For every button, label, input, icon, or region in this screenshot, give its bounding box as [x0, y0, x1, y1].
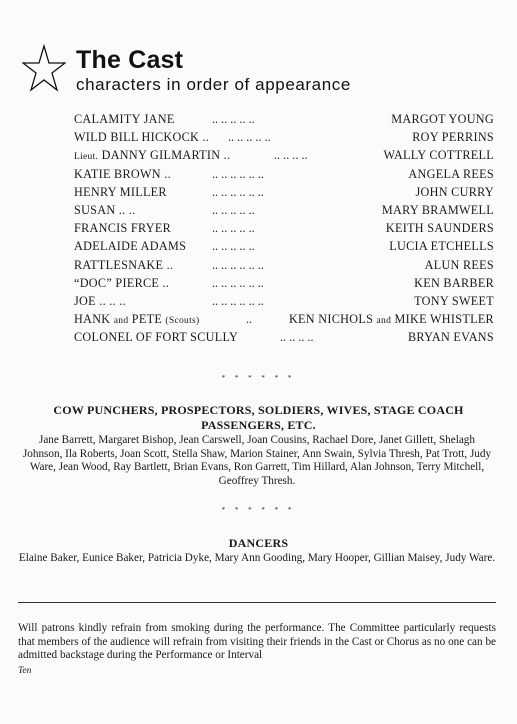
separator-stars: * * * * * * [221, 506, 296, 514]
page-number: Ten [18, 666, 32, 676]
actor-name: ANGELA REES [408, 166, 494, 181]
role-name: HENRY MILLER [74, 184, 167, 199]
page-subtitle: characters in order of appearance [76, 75, 351, 94]
role-note: (Scouts) [165, 316, 200, 327]
cast-row [74, 130, 494, 148]
leader-dots: .. .. .. .. .. [212, 239, 255, 254]
actor-name: LUCIA ETCHELLS [389, 239, 494, 254]
ensemble-names: Jane Barrett, Margaret Bishop, Jean Carswell, Joan Cousins, Rachael Dore, Janet Gillett, Shelagh Johnson, Ila Roberts, Joan Scott, Stella Shaw, Marion Stainer, Ann Swain, Sylvia Thresh, Pat Trott, Judy Ware, Jean Wood, Ray Bartlett, Brian Evans, Ron Garrett, Tim Hillard, Alan Johnson, Terry Mitchell, Geoffrey Thresh. [22, 434, 492, 487]
role-name [74, 312, 200, 327]
ensemble-heading-line1: COW PUNCHERS, PROSPECTORS, SOLDIERS, WIVES, STAGE COACH [53, 403, 464, 417]
role-name: FRANCIS FRYER [74, 221, 172, 236]
ensemble-heading [0, 403, 517, 433]
star-icon [22, 44, 66, 94]
role-name: SUSAN .. .. [74, 202, 136, 217]
leader-dots: .. .. .. .. .. .. [212, 257, 264, 272]
cast-row [74, 312, 494, 330]
role-name: COLONEL OF FORT SCULLY [74, 330, 239, 345]
cast-row [74, 239, 494, 257]
cast-row [74, 185, 494, 203]
role-name-hank: HANK [74, 312, 111, 327]
actor-name: TONY SWEET [414, 293, 494, 308]
role-name: KATIE BROWN .. [74, 166, 171, 181]
actor-name: WALLY COTTRELL [383, 148, 494, 163]
leader-dots: .. .. .. .. [280, 330, 314, 345]
role-name-pete: PETE [131, 312, 163, 327]
cast-row [74, 221, 494, 239]
leader-dots: .. .. .. .. .. .. [212, 275, 264, 290]
page-title: The Cast [76, 46, 184, 74]
leader-dots: .. .. .. .. .. .. [212, 166, 264, 181]
dancers-heading: DANCERS [228, 536, 289, 550]
leader-dots: .. .. .. .. [274, 148, 308, 163]
actor-name: ROY PERRINS [412, 130, 494, 145]
leader-dots: .. .. .. .. .. [228, 130, 271, 145]
audience-notice: Will patrons kindly refrain from smoking during the performance. The Committee particularly requests that members of the audience will refrain from visiting their friends in the Cast or Chorus as no one can be admitted backstage during the Performance or Interval [18, 622, 496, 661]
role-name [74, 148, 230, 163]
leader-dots: .. .. .. .. .. .. [212, 184, 264, 199]
actor-name: KEN BARBER [414, 275, 494, 290]
cast-list [74, 112, 494, 348]
role-name: JOE .. .. .. [74, 293, 127, 308]
cast-row [74, 203, 494, 221]
role-name: RATTLESNAKE .. [74, 257, 174, 272]
leader-dots: .. .. .. .. .. .. [212, 293, 264, 308]
leader-dots: .. .. .. .. .. [212, 221, 255, 236]
cast-row [74, 167, 494, 185]
actor-name: MARGOT YOUNG [391, 112, 494, 126]
leader-dots: .. .. .. .. .. [212, 112, 255, 126]
cast-row [74, 112, 494, 130]
role-name: WILD BILL HICKOCK .. [74, 130, 210, 145]
divider-line [18, 602, 496, 603]
actor-name-b: MIKE WHISTLER [394, 312, 494, 327]
role-name: CALAMITY JANE [74, 112, 175, 126]
actor-and: and [376, 316, 392, 327]
actor-name: KEITH SAUNDERS [385, 221, 494, 236]
actor-name [289, 312, 494, 327]
cast-row [74, 276, 494, 294]
actor-name-a: KEN NICHOLS [288, 312, 374, 327]
actor-name: MARY BRAMWELL [381, 202, 494, 217]
actor-name: JOHN CURRY [415, 184, 494, 199]
ensemble-heading-line2: PASSENGERS, ETC. [201, 418, 316, 432]
dancers-names: Elaine Baker, Eunice Baker, Patricia Dyke, Mary Ann Gooding, Mary Hooper, Gillian Maisey, Judy Ware. [18, 552, 496, 564]
actor-name: BRYAN EVANS [407, 330, 494, 345]
role-name: ADELAIDE ADAMS [74, 239, 187, 254]
role-name: “DOC” PIERCE .. [74, 275, 170, 290]
role-name-main: DANNY GILMARTIN .. [101, 148, 231, 163]
cast-row [74, 148, 494, 166]
leader-dots: .. [246, 312, 253, 327]
actor-name: ALUN REES [424, 257, 494, 272]
cast-row [74, 294, 494, 312]
role-rank: Lieut. [74, 152, 99, 163]
cast-row [74, 258, 494, 276]
role-and: and [113, 316, 129, 327]
cast-row [74, 330, 494, 348]
cast-header [22, 44, 502, 100]
separator-stars: * * * * * * [221, 374, 296, 382]
leader-dots: .. .. .. .. .. [212, 202, 255, 217]
